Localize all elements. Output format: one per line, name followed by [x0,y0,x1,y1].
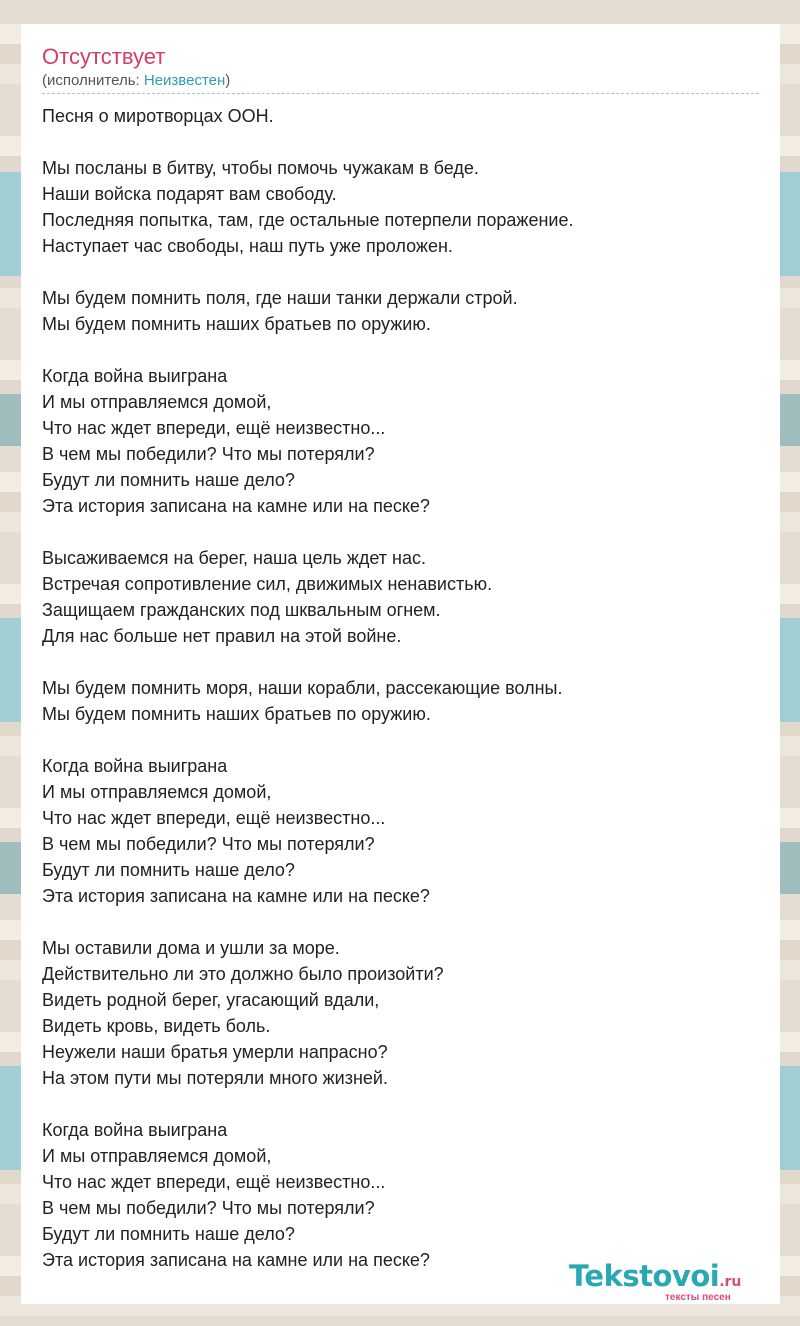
lyric-line: Что нас ждет впереди, ещё неизвестно... [42,808,386,828]
lyric-line: И мы отправляемся домой, [42,392,272,412]
logo-tld: .ru [719,1274,742,1290]
lyric-line: Мы будем помнить наших братьев по оружию. [42,704,431,724]
lyric-line: Что нас ждет впереди, ещё неизвестно... [42,1172,386,1192]
stanza-break [42,909,759,935]
lyric-line: В чем мы победили? Что мы потеряли? [42,834,375,854]
lyric-line: И мы отправляемся домой, [42,782,272,802]
lyric-line: Видеть кровь, видеть боль. [42,1016,271,1036]
lyric-line: Действительно ли это должно было произойти? [42,964,444,984]
lyric-line: Эта история записана на камне или на песке? [42,496,430,516]
stanza-break [42,649,759,675]
stanza-break [42,519,759,545]
lyric-line: Будут ли помнить наше дело? [42,1224,295,1244]
lyric-line: Когда война выиграна [42,1120,228,1140]
stanza-break [42,129,759,155]
lyric-line: Мы будем помнить поля, где наши танки держали строй. [42,288,518,308]
lyric-line: Эта история записана на камне или на песке? [42,886,430,906]
lyrics-card [21,24,780,1304]
lyric-line: Встречая сопротивление сил, движимых ненавистью. [42,574,493,594]
lyric-line: Мы будем помнить наших братьев по оружию. [42,314,431,334]
lyric-line: Будут ли помнить наше дело? [42,860,295,880]
lyrics-text [42,103,759,1273]
lyric-line: В чем мы победили? Что мы потеряли? [42,1198,375,1218]
tekstovoi-logo[interactable] [569,1260,774,1302]
lyric-line: Когда война выиграна [42,756,228,776]
stanza-break [42,1091,759,1117]
lyric-line: Эта история записана на камне или на песке? [42,1250,430,1270]
lyric-line: Песня о миротворцах ООН. [42,106,274,126]
artist-link[interactable]: Неизвестен [143,72,226,89]
lyric-line: В чем мы победили? Что мы потеряли? [42,444,375,464]
lyric-line: На этом пути мы потеряли много жизней. [42,1068,388,1088]
lyric-line: Будут ли помнить наше дело? [42,470,295,490]
lyric-line: Наступает час свободы, наш путь уже проложен. [42,236,453,256]
lyric-line: Что нас ждет впереди, ещё неизвестно... [42,418,386,438]
lyric-line: Мы будем помнить моря, наши корабли, рассекающие волны. [42,678,563,698]
lyric-line: Последняя попытка, там, где остальные потерпели поражение. [42,210,574,230]
lyric-line: Защищаем гражданских под шквальным огнем. [42,600,441,620]
artist-suffix: ) [225,72,231,89]
lyric-line: Мы посланы в битву, чтобы помочь чужакам в беде. [42,158,479,178]
song-title: Отсутствует [42,44,166,69]
lyric-line: Видеть родной берег, угасающий вдали, [42,990,380,1010]
logo-tagline: тексты песен [665,1292,731,1303]
artist-byline [42,72,230,90]
artist-prefix: (исполнитель: [42,72,144,89]
stanza-break [42,337,759,363]
lyric-line: Высаживаемся на берег, наша цель ждет нас. [42,548,426,568]
stanza-break [42,727,759,753]
lyric-line: Наши войска подарят вам свободу. [42,184,337,204]
divider [42,93,759,94]
lyric-line: Мы оставили дома и ушли за море. [42,938,340,958]
lyric-line: Неужели наши братья умерли напрасно? [42,1042,388,1062]
logo-name: Tekstovoi [569,1259,720,1293]
lyric-line: Для нас больше нет правил на этой войне. [42,626,402,646]
lyric-line: И мы отправляемся домой, [42,1146,272,1166]
stanza-break [42,259,759,285]
lyric-line: Когда война выиграна [42,366,228,386]
